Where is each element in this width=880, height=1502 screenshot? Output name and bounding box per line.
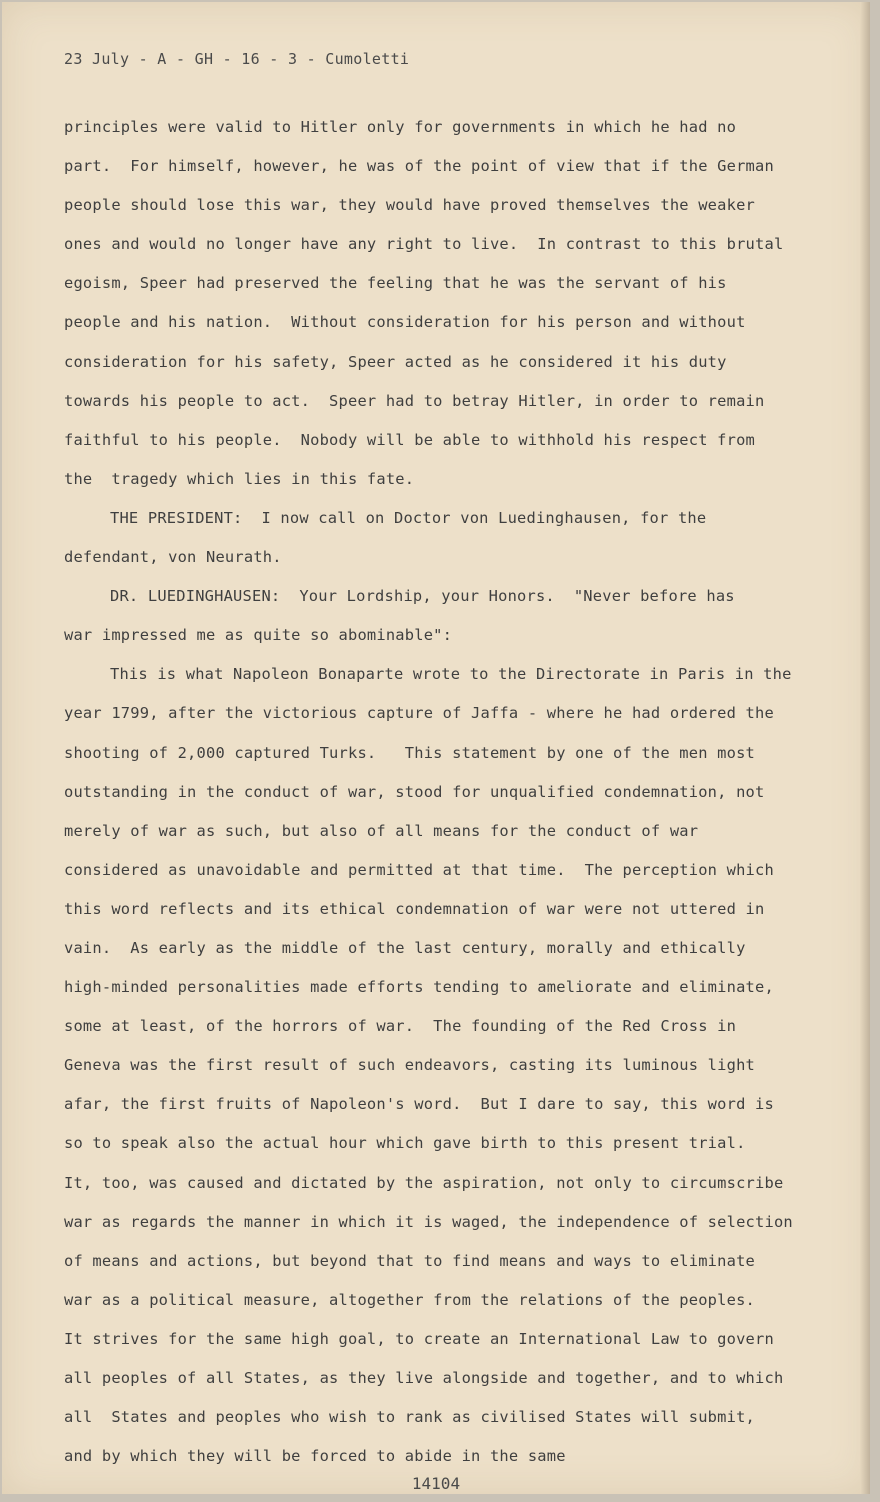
text-line: merely of war as such, but also of all means for the conduct of war bbox=[64, 821, 699, 840]
text-line: outstanding in the conduct of war, stood for unqualified condemnation, not bbox=[64, 782, 765, 801]
text-line: high-minded personalities made efforts tending to ameliorate and eliminate, bbox=[64, 978, 774, 997]
text-line: shooting of 2,000 captured Turks. This statement by one of the men most bbox=[64, 743, 756, 762]
text-line: Geneva was the first result of such endeavors, casting its luminous light bbox=[64, 1056, 756, 1075]
text-line: some at least, of the horrors of war. The founding of the Red Cross in bbox=[64, 1017, 737, 1036]
text-line: It strives for the same high goal, to create an International Law to govern bbox=[64, 1329, 774, 1348]
text-line: this word reflects and its ethical condemnation of war were not uttered in bbox=[64, 899, 765, 918]
document-page bbox=[2, 2, 870, 1494]
text-line: vain. As early as the middle of the last century, morally and ethically bbox=[64, 938, 746, 957]
text-line: and by which they will be forced to abide in the same bbox=[64, 1447, 566, 1466]
text-line: principles were valid to Hitler only for governments in which he had no bbox=[64, 118, 737, 136]
text-line: all peoples of all States, as they live alongside and together, and to which bbox=[64, 1369, 784, 1387]
text-line: so to speak also the actual hour which gave birth to this present trial. bbox=[64, 1134, 746, 1153]
text-line: people and his nation. Without consideration for his person and without bbox=[64, 313, 746, 332]
text-line: This is what Napoleon Bonaparte wrote to the Directorate in Paris in the bbox=[110, 665, 792, 684]
text-line: considered as unavoidable and permitted at that time. The perception which bbox=[64, 860, 774, 879]
text-line: defendant, von Neurath. bbox=[64, 548, 282, 567]
text-line: war as regards the manner in which it is waged, the independence of selection bbox=[64, 1212, 793, 1231]
text-line: all States and peoples who wish to rank as civilised States will submit, bbox=[64, 1408, 756, 1427]
text-line: ones and would no longer have any right to live. In contrast to this brutal bbox=[64, 235, 784, 254]
text-line: the tragedy which lies in this fate. bbox=[64, 469, 415, 488]
text-line: consideration for his safety, Speer acted as he considered it his duty bbox=[64, 352, 727, 371]
text-line: of means and actions, but beyond that to find means and ways to eliminate bbox=[64, 1251, 756, 1270]
text-line: people should lose this war, they would have proved themselves the weaker bbox=[64, 196, 756, 215]
text-line: egoism, Speer had preserved the feeling that he was the servant of his bbox=[64, 274, 727, 293]
text-line: year 1799, after the victorious capture of Jaffa - where he had ordered the bbox=[64, 704, 774, 723]
body-text bbox=[64, 108, 824, 1476]
text-line: afar, the first fruits of Napoleon's word. But I dare to say, this word is bbox=[64, 1095, 774, 1114]
text-line: faithful to his people. Nobody will be able to withhold his respect from bbox=[64, 430, 756, 449]
page-number: 14104 bbox=[411, 1474, 461, 1493]
text-line: war impressed me as quite so abominable": bbox=[64, 626, 453, 645]
page-header: 23 July - A - GH - 16 - 3 - Cumoletti bbox=[64, 50, 410, 68]
page-edge bbox=[860, 2, 870, 1494]
text-line: DR. LUEDINGHAUSEN: Your Lordship, your Honors. "Never before has bbox=[110, 587, 735, 606]
text-line: towards his people to act. Speer had to betray Hitler, in order to remain bbox=[64, 391, 765, 410]
text-line: part. For himself, however, he was of the point of view that if the German bbox=[64, 157, 774, 176]
text-line: It, too, was caused and dictated by the aspiration, not only to circumscribe bbox=[64, 1173, 784, 1192]
text-line: war as a political measure, altogether from the relations of the peoples. bbox=[64, 1290, 756, 1309]
text-line: THE PRESIDENT: I now call on Doctor von Luedinghausen, for the bbox=[110, 508, 707, 527]
